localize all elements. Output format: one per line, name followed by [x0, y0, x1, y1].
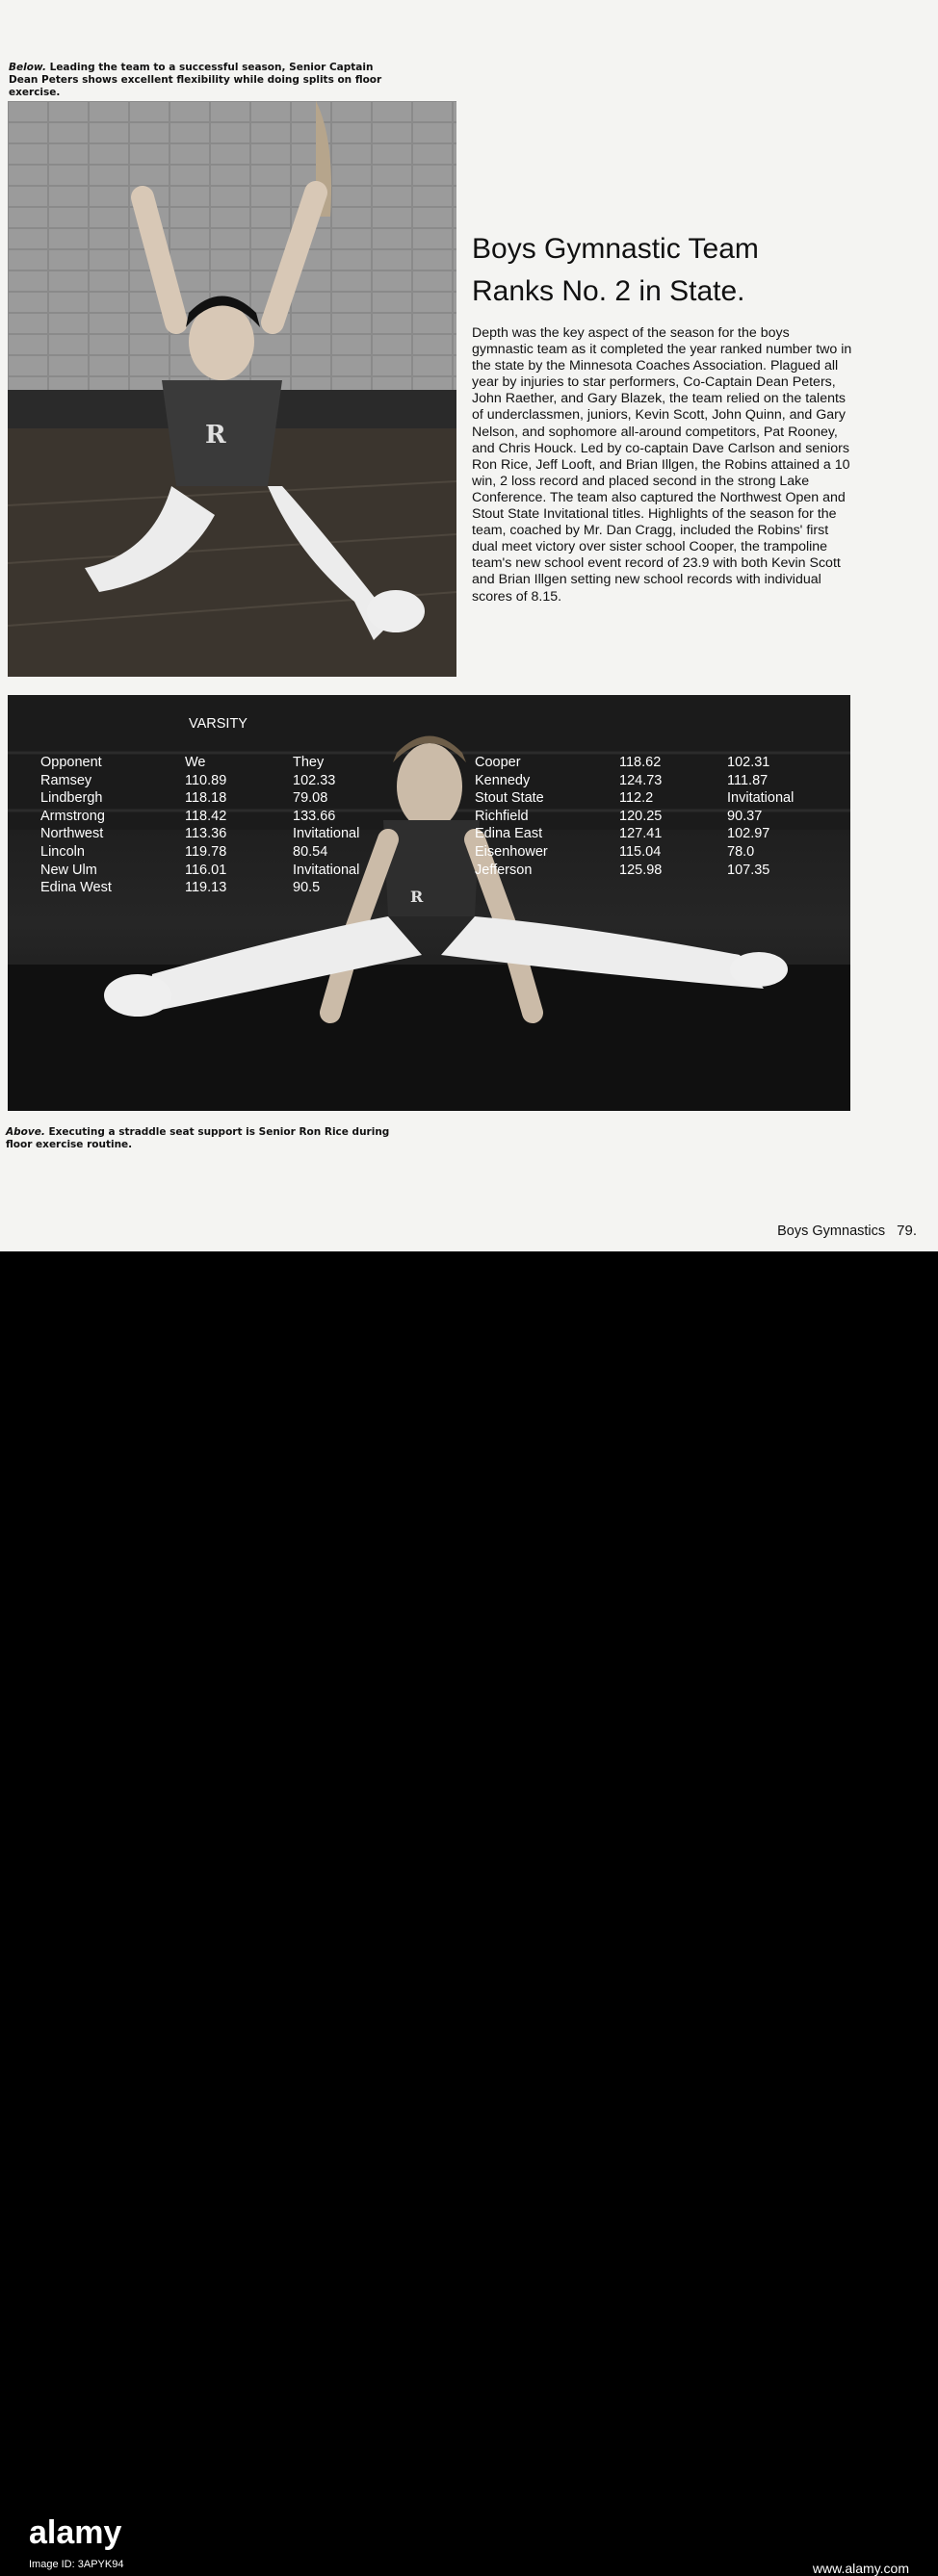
caption-text: Executing a straddle seat support is Senior Ron Rice during floor exercise routine.: [6, 1126, 390, 1150]
opponent-name: Armstrong: [40, 808, 105, 824]
their-score: 102.33: [293, 772, 336, 788]
caption-lead: Above.: [6, 1126, 45, 1138]
splits-photo: [8, 101, 456, 677]
headline-line-2: Ranks No. 2 in State.: [472, 275, 745, 307]
page-number: 79.: [897, 1223, 917, 1239]
scores-table-right: [475, 754, 823, 879]
their-score: Invitational: [293, 826, 360, 842]
opponent-name: Edina West: [40, 880, 112, 896]
opponent-name: Edina East: [475, 826, 543, 842]
our-score: 120.25: [619, 808, 663, 824]
page-footer: [777, 1223, 917, 1239]
yearbook-page: [0, 0, 938, 1251]
their-score: 80.54: [293, 843, 328, 860]
their-score: 102.97: [727, 826, 770, 842]
svg-text:R: R: [205, 421, 226, 450]
section-name: Boys Gymnastics: [777, 1224, 886, 1239]
scores-table-left: [40, 754, 389, 897]
our-score: 110.89: [185, 772, 227, 788]
our-score: 125.98: [619, 862, 663, 878]
their-score: 79.08: [293, 790, 328, 807]
their-score: 78.0: [727, 843, 755, 860]
our-score: 118.42: [185, 808, 227, 824]
header-they: They: [293, 755, 325, 770]
table-row: [475, 843, 823, 862]
header-opponent: Opponent: [40, 755, 102, 770]
table-row: [475, 825, 823, 843]
opponent-name: Kennedy: [475, 772, 531, 788]
our-score: 118.62: [619, 755, 662, 770]
bottom-photo-caption: [6, 1126, 410, 1151]
opponent-name: Lindbergh: [40, 790, 103, 807]
opponent-name: Ramsey: [40, 772, 92, 788]
image-id: Image ID: 3APYK94: [29, 2559, 124, 2570]
their-score: 133.66: [293, 808, 336, 824]
our-score: 127.41: [619, 826, 663, 842]
our-score: 112.2: [619, 790, 654, 807]
our-score: 113.36: [185, 826, 227, 842]
table-row: [475, 808, 823, 826]
varsity-heading: VARSITY: [189, 716, 248, 732]
article-headline: [472, 228, 857, 313]
their-score: 90.37: [727, 808, 763, 824]
opponent-name: Richfield: [475, 808, 529, 824]
our-score: 116.01: [185, 862, 227, 878]
site-url: www.alamy.com: [812, 2561, 909, 2576]
their-score: 102.31: [727, 755, 770, 770]
table-row: [40, 825, 389, 843]
table-row: [475, 754, 823, 772]
opponent-name: Eisenhower: [475, 843, 548, 860]
table-row: [40, 772, 389, 790]
svg-text:R: R: [410, 888, 424, 906]
opponent-name: Cooper: [475, 755, 521, 770]
table-row: [40, 789, 389, 808]
their-score: Invitational: [727, 790, 795, 807]
table-row: [40, 879, 389, 897]
our-score: 119.13: [185, 880, 227, 896]
watermark-banner: [0, 1251, 938, 2576]
our-score: 119.78: [185, 843, 227, 860]
our-score: 115.04: [619, 843, 662, 860]
table-header-row: [40, 754, 389, 772]
our-score: 124.73: [619, 772, 663, 788]
table-row: [475, 789, 823, 808]
caption-text: Leading the team to a successful season, Senior Captain Dean Peters shows excellent flexibility while doing splits on floor exercise.: [9, 62, 382, 98]
brand-logo: alamy: [29, 2514, 122, 2551]
our-score: 118.18: [185, 790, 227, 807]
opponent-name: Jefferson: [475, 862, 533, 878]
opponent-name: Northwest: [40, 826, 104, 842]
header-we: We: [185, 755, 206, 770]
their-score: 90.5: [293, 880, 321, 896]
table-row: [475, 772, 823, 790]
opponent-name: Stout State: [475, 790, 544, 807]
table-row: [40, 843, 389, 862]
gymnast-splits-illustration: [8, 101, 456, 677]
headline-line-1: Boys Gymnastic Team: [472, 233, 759, 265]
table-row: [40, 862, 389, 880]
opponent-name: New Ulm: [40, 862, 97, 878]
their-score: 107.35: [727, 862, 770, 878]
article-body: Depth was the key aspect of the season for the boys gymnastic team as it completed the year ranked number two in the state by the Minnesota Coaches Association. Plagued all year by injuries to star performers, Co-Captain Dean Peters, John Raether, and Gary Blazek, the team relied on the talents of underclassmen, juniors, Kevin Scott, John Quinn, and Gary Nelson, and sophomore all-around competitors, Pat Rooney, and Chris Houck. Led by co-captain Dave Carlson and seniors Ron Rice, Jeff Looft, and Brian Illgen, the Robins attained a 10 win, 2 loss record and placed second in the strong Lake Conference. The team also captured the Northwest Open and Stout State Invitational titles. Highlights of the season for the team, coached by Mr. Dan Cragg, included the Robins' first dual meet victory over sister school Cooper, the trampoline team's new school event record of 23.9 with both Kevin Scott and Brian Illgen setting new school records with individual scores of 8.15.: [472, 325, 852, 605]
top-photo-caption: [9, 62, 394, 99]
table-row: [40, 808, 389, 826]
their-score: 111.87: [727, 772, 769, 788]
their-score: Invitational: [293, 862, 360, 878]
table-row: [475, 862, 823, 880]
caption-lead: Below.: [9, 62, 46, 73]
opponent-name: Lincoln: [40, 843, 85, 860]
